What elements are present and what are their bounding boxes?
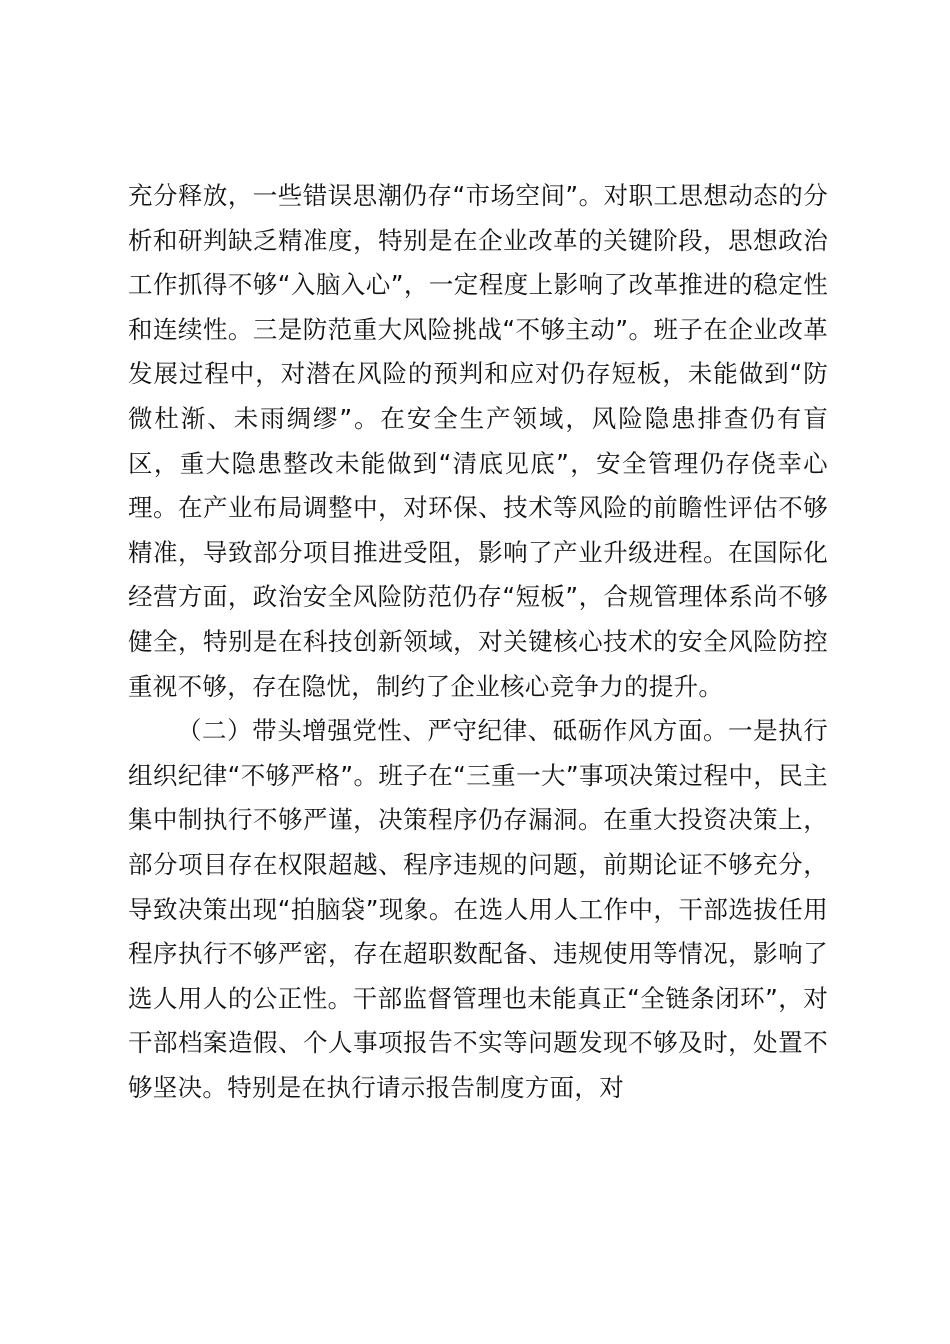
paragraph-section-two: （二）带头增强党性、严守纪律、砥砺作风方面。一是执行组织纪律“不够严格”。班子在“三重一大”事项决策过程中，民主集中制执行不够严谨，决策程序仍存漏洞。在重大投资决策上，部分项目存在权限超越、程序违规的问题，前期论证不够充分，导致决策出现“拍脑袋”现象。在选人用人工作中，干部选拔任用程序执行不够严密，存在超职数配备、违规使用等情况，影响了选人用人的公正性。干部监督管理也未能真正“全链条闭环”，对干部档案造假、个人事项报告不实等问题发现不够及时，处置不够坚决。特别是在执行请示报告制度方面，对 — [128, 716, 828, 1102]
document-body — [128, 174, 828, 1110]
paragraph-continuation: 充分释放，一些错误思潮仍存“市场空间”。对职工思想动态的分析和研判缺乏精准度，特别是在企业改革的关键阶段，思想政治工作抓得不够“入脑入心”，一定程度上影响了改革推进的稳定性和连续性。三是防范重大风险挑战“不够主动”。班子在企业改革发展过程中，对潜在风险的预判和应对仍存短板，未能做到“防微杜渐、未雨绸缪”。在安全生产领域，风险隐患排查仍有盲区，重大隐患整改未能做到“清底见底”，安全管理仍存侥幸心理。在产业布局调整中，对环保、技术等风险的前瞻性评估不够精准，导致部分项目推进受阻，影响了产业升级进程。在国际化经营方面，政治安全风险防范仍存“短板”，合规管理体系尚不够健全，特别是在科技创新领域，对关键核心技术的安全风险防控重视不够，存在隐忧，制约了企业核心竞争力的提升。 — [128, 181, 828, 701]
